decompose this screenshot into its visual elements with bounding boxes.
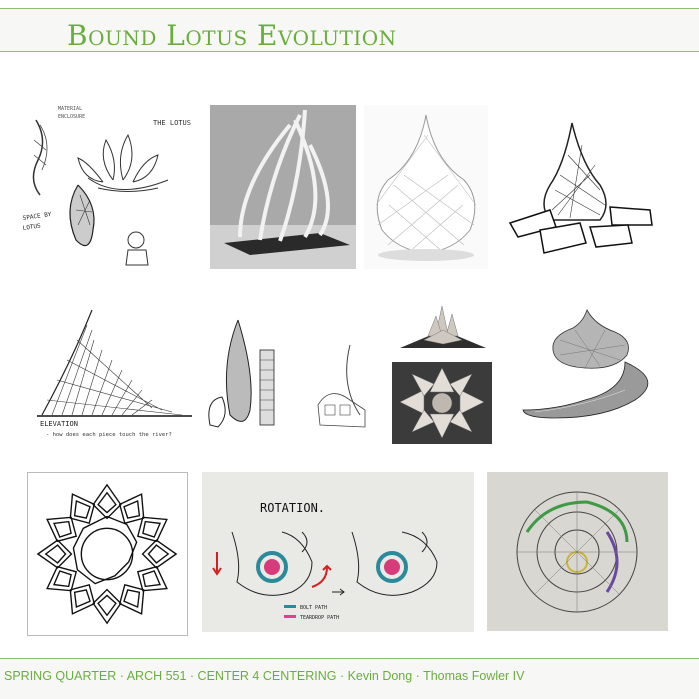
path-legend-teardrop: TEARDROP PATH xyxy=(300,615,340,621)
page-title: Bound Lotus Evolution xyxy=(67,19,397,52)
rotation-label: ROTATION. xyxy=(260,501,326,515)
paper-strip-model-photo xyxy=(210,105,356,269)
teardrop-with-blocks-sketch xyxy=(500,115,662,263)
lotus-label: THE LOTUS xyxy=(153,119,191,127)
footer-credits: SPRING QUARTER · ARCH 551 · CENTER 4 CENTERING · Kevin Dong · Thomas Fowler IV xyxy=(4,669,525,683)
lotus-concept-sketch xyxy=(18,100,196,270)
svg-text:SPACE BY: SPACE BY xyxy=(22,211,52,222)
svg-text:MATERIAL: MATERIAL xyxy=(58,106,83,112)
footer-bar xyxy=(0,658,699,699)
lotus-model-photo-small xyxy=(398,296,488,350)
svg-text:LOTUS: LOTUS xyxy=(22,222,42,232)
path-legend-bolt: BOLT PATH xyxy=(300,605,328,611)
svg-text:ENCLOSURE: ENCLOSURE xyxy=(58,114,86,120)
wire-teardrop-render xyxy=(364,105,488,269)
rotation-whiteboard-diagram xyxy=(202,472,474,632)
elevation-sketch xyxy=(32,300,194,448)
spiral-canopy-render xyxy=(515,300,665,428)
header-bar xyxy=(0,9,699,52)
lotus-plan-drawing xyxy=(27,472,188,636)
lotus-model-photo-top xyxy=(392,362,492,444)
elevation-note: - how does each piece touch the river? xyxy=(46,432,172,438)
form-studies-sketch xyxy=(200,315,376,435)
elevation-label: ELEVATION xyxy=(40,420,78,428)
spiral-plan-sketch xyxy=(487,472,668,631)
